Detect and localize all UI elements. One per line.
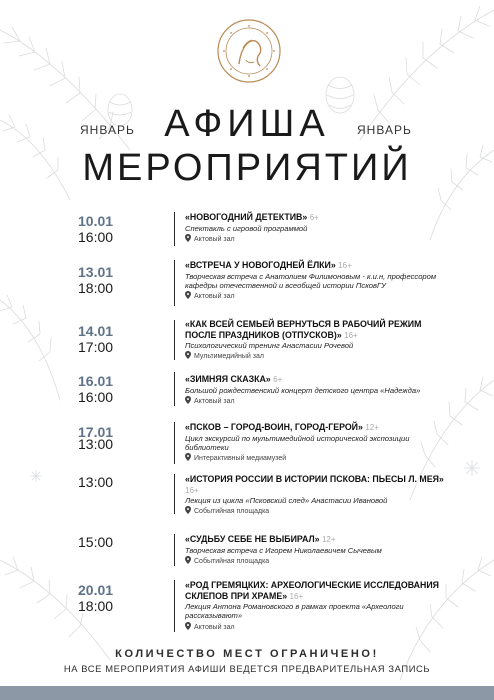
event-time: 16:00 — [78, 389, 114, 405]
age-rating: 12+ — [365, 423, 379, 432]
event-description: Творческая встреча с Анатолием Филимоновым - к.и.н, профессором кафедры отечественной и всеобщей истории ПсковГУ — [185, 271, 437, 290]
page-title-line2: МЕРОПРИЯТИЙ — [82, 147, 412, 189]
age-rating: 16+ — [338, 261, 352, 270]
event-date: 16.01 — [78, 373, 114, 389]
age-rating: 16+ — [185, 485, 199, 495]
event-time: 18:00 — [78, 598, 114, 614]
page-title-line1: АФИША — [164, 103, 330, 145]
event-location: Актовый зал — [185, 396, 445, 407]
event-location: Событийная площадка — [185, 506, 445, 517]
event-title: «ЗИМНЯЯ СКАЗКА» 6+ — [185, 374, 283, 384]
event-info — [185, 474, 445, 517]
event-title: «СУДЬБУ СЕБЕ НЕ ВЫБИРАЛ» 12+ — [185, 534, 336, 544]
location-pin-icon — [185, 234, 191, 242]
event-date: 13.01 — [78, 264, 114, 280]
event-time: 13:00 — [78, 474, 114, 490]
event-title: «ВСТРЕЧА У НОВОГОДНЕЙ ЁЛКИ» 16+ — [185, 260, 352, 270]
event-time: 18:00 — [78, 280, 114, 296]
event-time: 13:00 — [78, 436, 114, 452]
event-divider — [174, 372, 175, 406]
event-time: 16:00 — [78, 229, 114, 245]
event-divider — [174, 534, 175, 566]
location-pin-icon — [185, 453, 191, 461]
event-time: 15:00 — [78, 534, 114, 550]
event-title: «ИСТОРИЯ РОССИИ В ИСТОРИИ ПСКОВА: ПЬЕСЫ Л. МЕЯ» 16+ — [185, 474, 444, 495]
event-divider — [174, 320, 175, 360]
event-time: 17:00 — [78, 339, 114, 355]
event-divider — [174, 474, 175, 514]
bottom-bar — [0, 686, 494, 700]
age-rating: 16+ — [289, 591, 304, 601]
month-label-right: ЯНВАРЬ — [357, 123, 412, 137]
event-date: 14.01 — [78, 323, 114, 339]
event-info — [185, 534, 445, 567]
event-title: «ПСКОВ – ГОРОД-ВОИН, ГОРОД-ГЕРОЙ» 12+ — [185, 422, 379, 432]
event-title: «КАК ВСЕЙ СЕМЬЕЙ ВЕРНУТЬСЯ В РАБОЧИЙ РЕЖИМ ПОСЛЕ ПРАЗДНИКОВ (ОТПУСКОВ)» 16+ — [185, 319, 422, 340]
age-rating: 6+ — [273, 375, 283, 384]
footer-limited-seats: КОЛИЧЕСТВО МЕСТ ОГРАНИЧЕНО! — [115, 648, 379, 660]
age-rating: 12+ — [321, 535, 336, 544]
event-description: Большой рождественский концерт детского центра «Надежда» — [185, 385, 421, 395]
event-info — [185, 260, 445, 302]
event-location: Актовый зал — [185, 234, 445, 245]
event-date: 17.01 — [78, 424, 114, 440]
event-info — [185, 374, 445, 407]
event-info — [185, 422, 445, 464]
event-title: «НОВОГОДНИЙ ДЕТЕКТИВ» 6+ — [185, 212, 319, 222]
location-pin-icon — [185, 291, 191, 299]
event-info — [185, 580, 445, 633]
event-description: Цикл экскурсий по мультимедийной исторической экспозиции библиотеки — [185, 433, 410, 452]
age-rating: 6+ — [309, 213, 319, 222]
location-pin-icon — [185, 506, 191, 514]
event-date: 10.01 — [78, 213, 114, 229]
event-info — [185, 212, 445, 245]
location-pin-icon — [185, 351, 191, 359]
event-divider — [174, 212, 175, 246]
event-location: Событийная площадка — [185, 556, 445, 567]
event-title: «РОД ГРЕМЯЦКИХ: АРХЕОЛОГИЧЕСКИЕ ИССЛЕДОВАНИЯ СКЛЕПОВ ПРИ ХРАМЕ» 16+ — [185, 580, 440, 601]
age-rating: 16+ — [344, 330, 358, 340]
event-description: Спектакль с игровой программой — [185, 223, 308, 233]
event-divider — [174, 260, 175, 306]
event-date: 20.01 — [78, 582, 114, 598]
event-location: Актовый зал — [185, 291, 445, 302]
location-pin-icon — [185, 556, 191, 564]
event-location: Интерактивный медиамузей — [185, 453, 445, 464]
footer-registration-note: НА ВСЕ МЕРОПРИЯТИЯ АФИШИ ВЕДЕТСЯ ПРЕДВАРИТЕЛЬНАЯ ЗАПИСЬ — [63, 663, 431, 674]
event-description: Психологический тренинг Анастасии Рочевой — [185, 341, 354, 350]
event-location: Актовый зал — [185, 622, 445, 633]
event-description: Творческая встреча с Игорем Николаевичем Сычевым — [185, 545, 382, 555]
event-description: Лекция из цикла «Псковский след» Анастасии Ивановой — [185, 496, 388, 505]
university-logo — [216, 18, 282, 84]
month-label-left: ЯНВАРЬ — [80, 123, 135, 137]
location-pin-icon — [185, 622, 191, 630]
event-location: Мультимедийный зал — [185, 351, 445, 362]
event-divider — [174, 580, 175, 632]
event-divider — [174, 422, 175, 464]
location-pin-icon — [185, 396, 191, 404]
event-info — [185, 319, 445, 362]
event-description: Лекция Антона Романовского в рамках проекта «Археологи рассказывают» — [185, 602, 404, 621]
